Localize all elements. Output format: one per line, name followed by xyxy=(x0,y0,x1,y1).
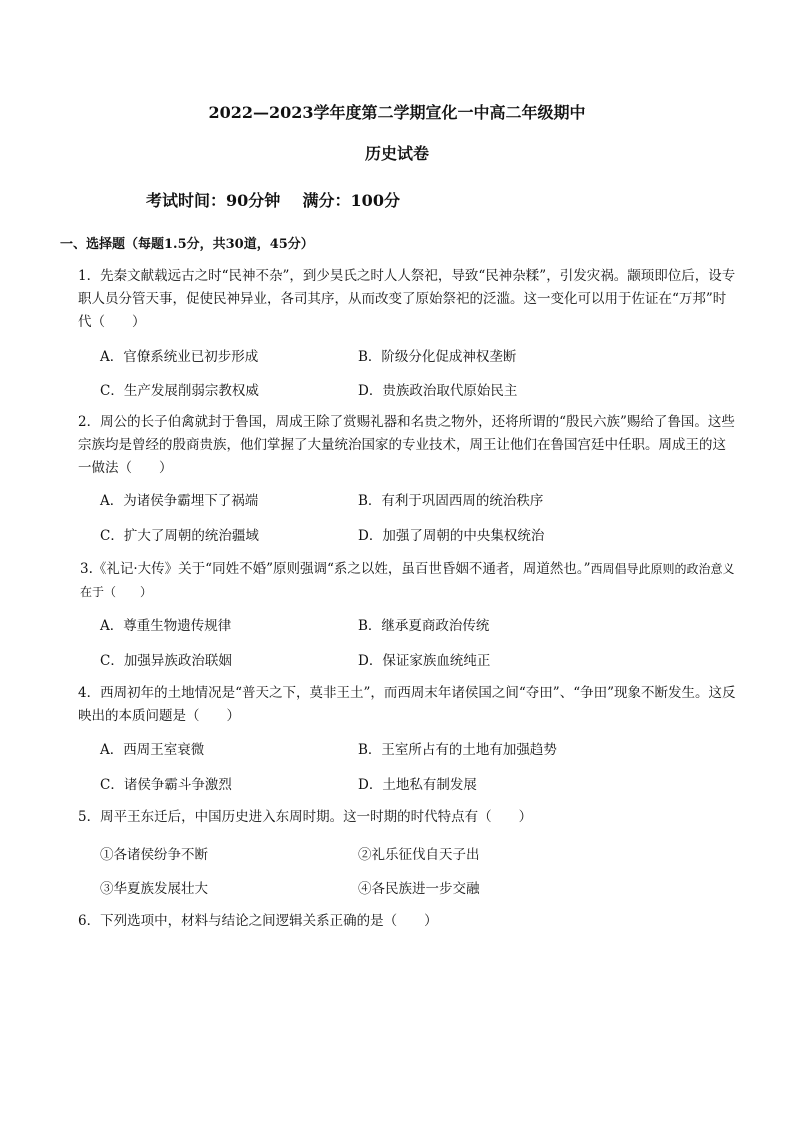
question-stem: 《礼记·大传》关于“同姓不婚”原则强调“系之以姓，虽百世昏姻不通者，周道然也。” xyxy=(92,561,591,577)
question-number: 5． xyxy=(78,809,101,825)
option-d[interactable]: D．加强了周朝的中央集权统治 xyxy=(358,528,545,544)
option-2[interactable]: ②礼乐征伐自天子出 xyxy=(358,847,480,863)
question-stem: 先秦文献载远古之时“民神不杂”，到少昊氏之时人人祭祀，导致“民神杂糅”，引发灾祸。颛顼即位后，设专职人员分管天事，促使民神异业，各司其序，从而改变了原始祭祀的泛滥。这一变化可以用于佐证在“万邦”时代（ ） xyxy=(78,268,736,330)
section-heading: 一、选择题（每题1.5分，共30道，45分） xyxy=(60,237,314,252)
exam-title: 2022—2023学年度第二学期宣化一中高二年级期中 xyxy=(208,103,586,122)
option-b[interactable]: B．继承夏商政治传统 xyxy=(358,618,490,634)
option-d[interactable]: D．土地私有制发展 xyxy=(358,777,477,793)
question-stem-tail: 西周倡导此原则的政治意义在于（ ） xyxy=(80,562,735,599)
option-c[interactable]: C．扩大了周朝的统治疆域 xyxy=(100,528,259,544)
question-5 xyxy=(78,806,738,829)
question-stem: 周平王东迁后，中国历史进入东周时期。这一时期的时代特点有（ ） xyxy=(100,809,533,825)
option-1[interactable]: ①各诸侯纷争不断 xyxy=(100,847,208,863)
question-stem: 下列选项中，材料与结论之间逻辑关系正确的是（ ） xyxy=(100,913,438,929)
question-stem: 周公的长子伯禽就封于鲁国，周成王除了赏赐礼器和名贵之物外，还将所谓的“殷民六族”赐给了鲁国。这些宗族均是曾经的殷商贵族，他们掌握了大量统治国家的专业技术，周王让他们在鲁国宫廷中任职。周成王的这一做法（ ） xyxy=(78,414,735,476)
question-6 xyxy=(78,910,738,933)
option-b[interactable]: B．有利于巩固西周的统治秩序 xyxy=(358,493,544,509)
question-3 xyxy=(80,558,740,604)
option-b[interactable]: B．王室所占有的土地有加强趋势 xyxy=(358,742,557,758)
exam-info: 考试时间：90分钟 满分：100分 xyxy=(146,191,400,210)
option-b[interactable]: B．阶级分化促成神权垄断 xyxy=(358,349,517,365)
option-c[interactable]: C．生产发展削弱宗教权威 xyxy=(100,383,259,399)
option-d[interactable]: D．贵族政治取代原始民主 xyxy=(358,383,518,399)
option-a[interactable]: A．尊重生物遗传规律 xyxy=(100,618,232,634)
question-number: 1． xyxy=(78,268,101,284)
option-4[interactable]: ④各民族进一步交融 xyxy=(358,881,480,897)
question-number: 2． xyxy=(78,414,101,430)
question-number: 4． xyxy=(78,685,101,701)
question-number: 3. xyxy=(80,561,93,577)
question-1 xyxy=(78,265,738,334)
option-c[interactable]: C．加强异族政治联姻 xyxy=(100,653,232,669)
option-a[interactable]: A．为诸侯争霸埋下了祸端 xyxy=(100,493,259,509)
exam-subtitle: 历史试卷 xyxy=(364,144,429,163)
question-4 xyxy=(78,682,738,728)
question-stem: 西周初年的土地情况是“普天之下，莫非王土”，而西周末年诸侯国之间“夺田”、“争田”现象不断发生。这反映出的本质问题是（ ） xyxy=(78,685,736,724)
option-d[interactable]: D．保证家族血统纯正 xyxy=(358,653,491,669)
option-a[interactable]: A．官僚系统业已初步形成 xyxy=(100,349,259,365)
option-3[interactable]: ③华夏族发展壮大 xyxy=(100,881,208,897)
option-a[interactable]: A．西周王室衰微 xyxy=(100,742,205,758)
question-number: 6． xyxy=(78,913,101,929)
option-c[interactable]: C．诸侯争霸斗争激烈 xyxy=(100,777,232,793)
question-2 xyxy=(78,411,738,480)
